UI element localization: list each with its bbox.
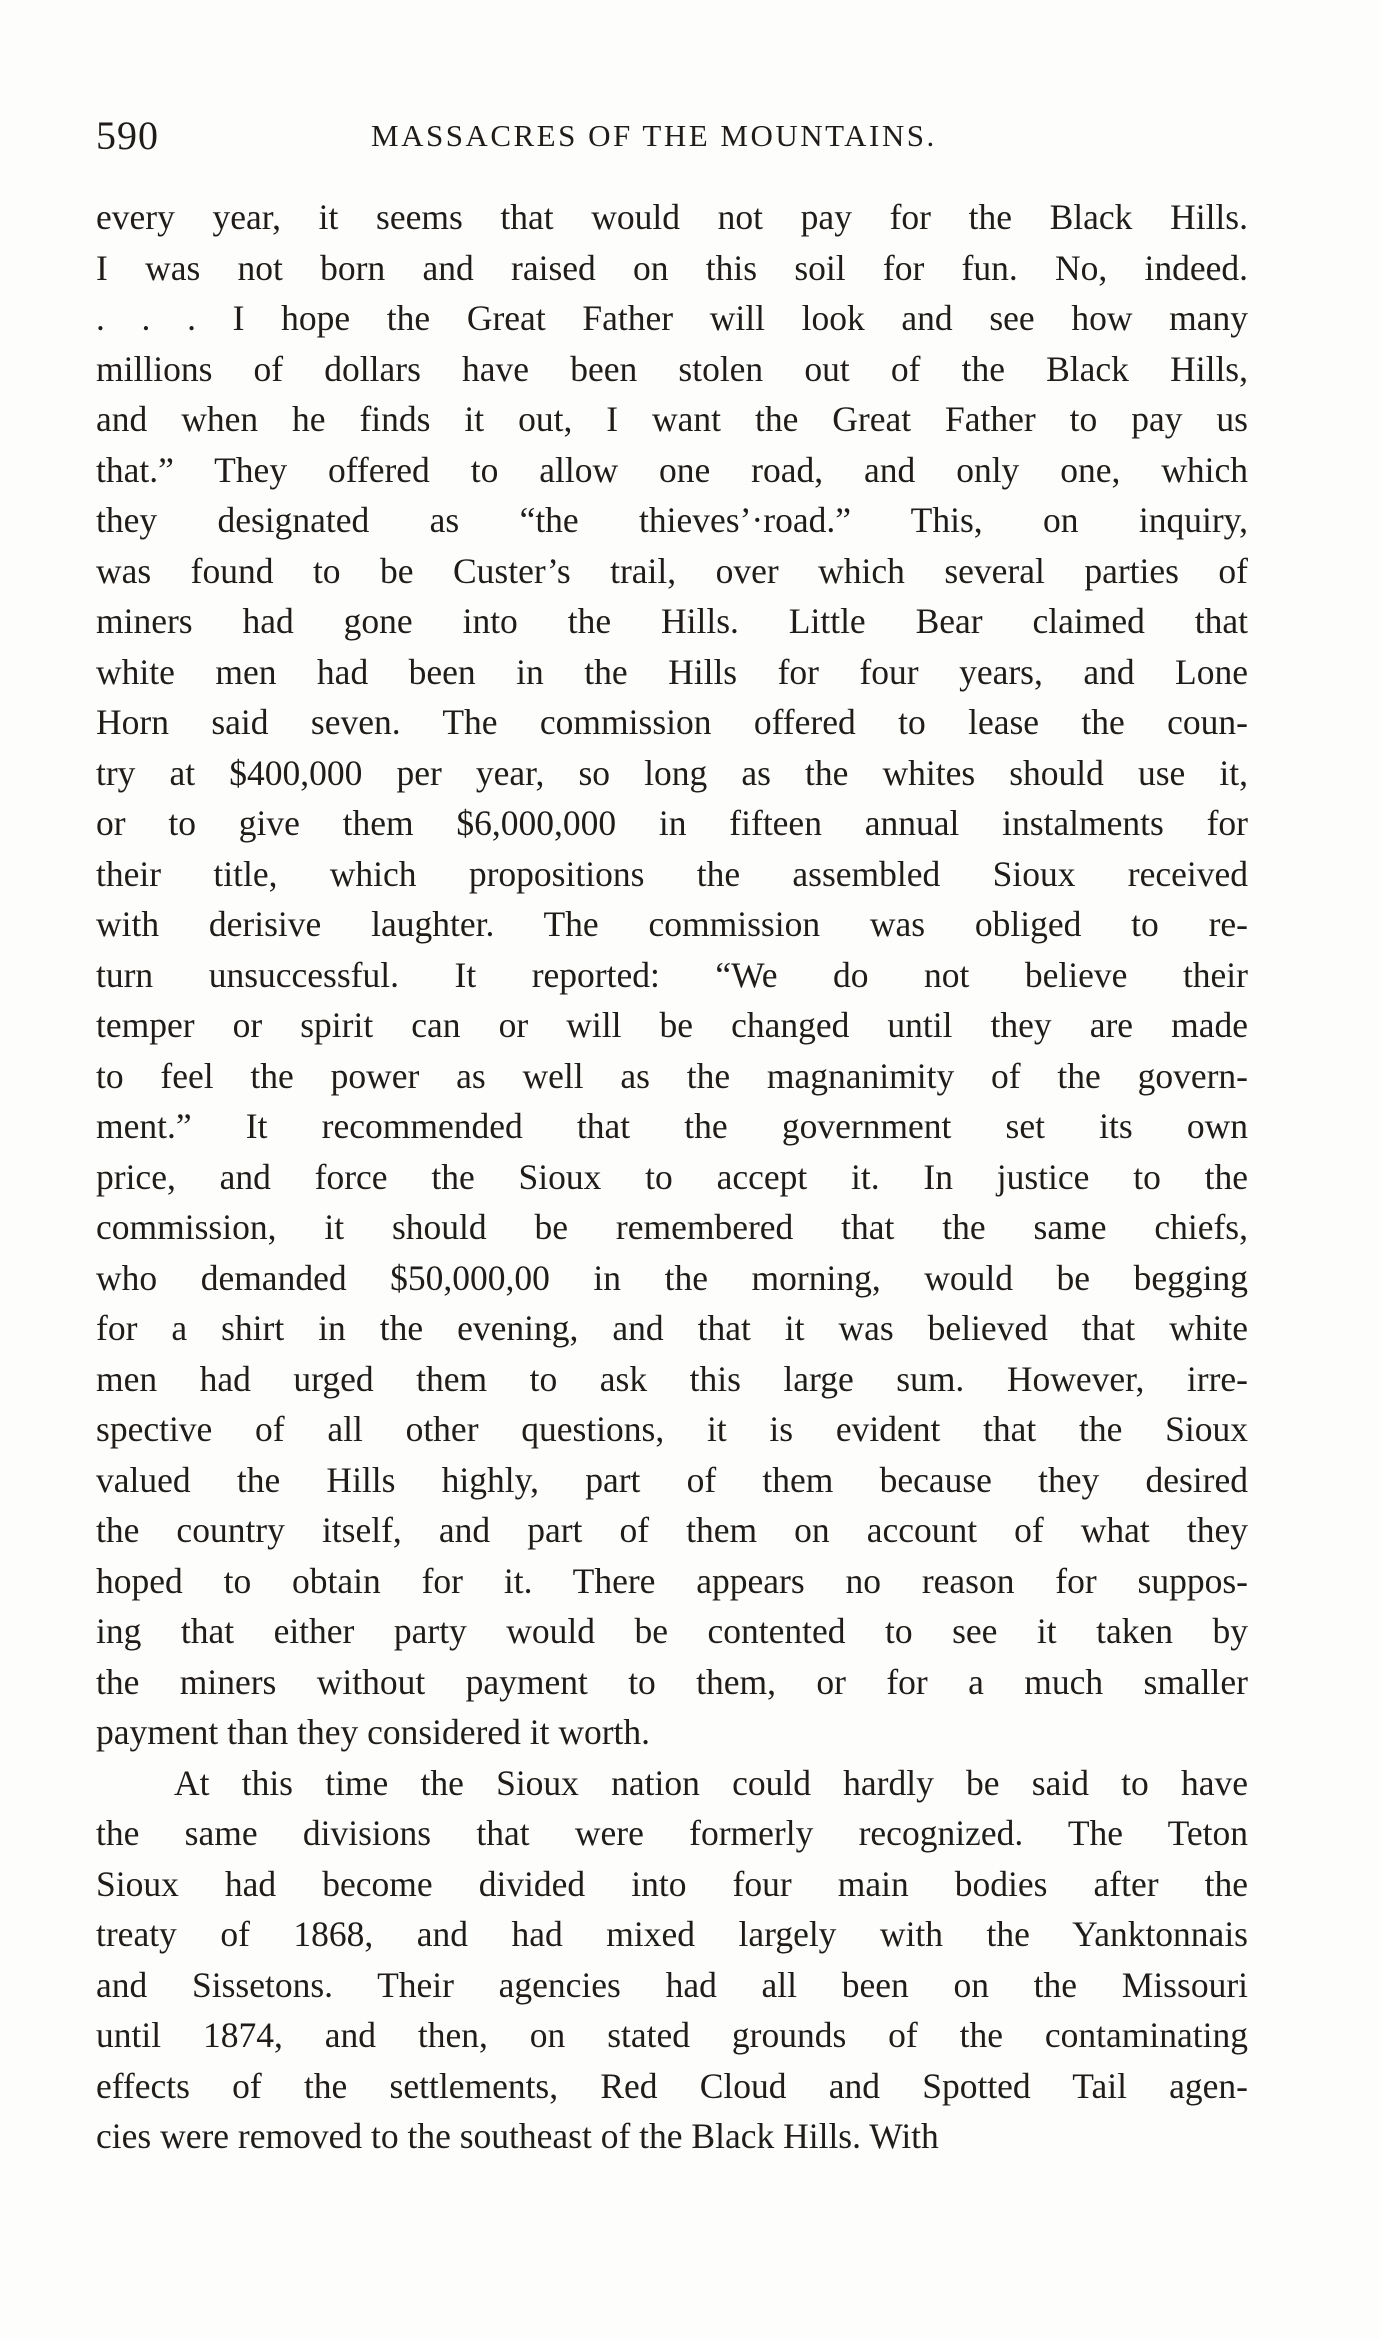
text-line: that.” They offered to allow one road, and only one, which	[96, 449, 1248, 490]
running-head	[96, 112, 1246, 172]
paragraph	[96, 1758, 1248, 2162]
text-line: with derisive laughter. The commission was obliged to re-	[96, 904, 1248, 944]
text-line: try at $400,000 per year, so long as the whites should use it,	[96, 752, 1248, 793]
text-line: men had urged them to ask this large sum. However, irre-	[96, 1358, 1248, 1399]
text-line: to feel the power as well as the magnanimity of the govern-	[96, 1055, 1248, 1096]
text-line: effects of the settlements, Red Cloud and Spotted Tail agen-	[96, 2065, 1248, 2106]
text-line: commission, it should be remembered that the same chiefs,	[96, 1207, 1248, 1247]
text-line: was found to be Custer’s trail, over which several parties of	[96, 550, 1248, 591]
text-line: spective of all other questions, it is evident that the Sioux	[96, 1409, 1248, 1449]
paragraph	[96, 192, 1248, 1758]
text-line: for a shirt in the evening, and that it was believed that white	[96, 1308, 1248, 1348]
text-line: Horn said seven. The commission offered to lease the coun-	[96, 702, 1248, 742]
text-line: turn unsuccessful. It reported: “We do not believe their	[96, 954, 1248, 995]
text-line: the miners without payment to them, or for a much smaller	[96, 1661, 1248, 1702]
text-line: . . . I hope the Great Father will look and see how many	[96, 298, 1248, 338]
text-line: temper or spirit can or will be changed until they are made	[96, 1005, 1248, 1045]
text-line: hoped to obtain for it. There appears no reason for suppos-	[96, 1560, 1248, 1601]
body-text	[96, 192, 1248, 2162]
text-line: their title, which propositions the assembled Sioux received	[96, 853, 1248, 894]
text-line: payment than they considered it worth.	[96, 1712, 651, 1752]
text-line: miners had gone into the Hills. Little Bear claimed that	[96, 601, 1248, 641]
text-line: or to give them $6,000,000 in fifteen annual instalments for	[96, 803, 1248, 843]
text-line: the same divisions that were formerly recognized. The Teton	[96, 1813, 1248, 1853]
text-line: millions of dollars have been stolen out of the Black Hills,	[96, 348, 1248, 389]
text-line: I was not born and raised on this soil for fun. No, indeed.	[96, 247, 1248, 288]
text-line: and Sissetons. Their agencies had all been on the Missouri	[96, 1964, 1248, 2005]
text-line: and when he finds it out, I want the Great Father to pay us	[96, 399, 1248, 439]
text-line: cies were removed to the southeast of the Black Hills. With	[96, 2116, 939, 2156]
text-line: every year, it seems that would not pay for the Black Hills.	[96, 197, 1248, 237]
text-line: who demanded $50,000,00 in the morning, would be begging	[96, 1257, 1248, 1298]
text-line: until 1874, and then, on stated grounds of the contaminating	[96, 2015, 1248, 2055]
text-line: Sioux had become divided into four main bodies after the	[96, 1863, 1248, 1904]
text-line: treaty of 1868, and had mixed largely with the Yanktonnais	[96, 1914, 1248, 1954]
text-line: the country itself, and part of them on account of what they	[96, 1510, 1248, 1550]
text-line: ment.” It recommended that the government set its own	[96, 1106, 1248, 1146]
page-number: 590	[96, 113, 159, 158]
text-line: white men had been in the Hills for four years, and Lone	[96, 651, 1248, 692]
text-line: price, and force the Sioux to accept it. In justice to the	[96, 1156, 1248, 1197]
running-title: MASSACRES OF THE MOUNTAINS.	[371, 118, 937, 153]
text-line: At this time the Sioux nation could hardly be said to have	[174, 1762, 1248, 1803]
text-line: ing that either party would be contented to see it taken by	[96, 1611, 1248, 1651]
text-line: they designated as “the thieves’·road.” This, on inquiry,	[96, 500, 1248, 540]
text-line: valued the Hills highly, part of them because they desired	[96, 1459, 1248, 1500]
